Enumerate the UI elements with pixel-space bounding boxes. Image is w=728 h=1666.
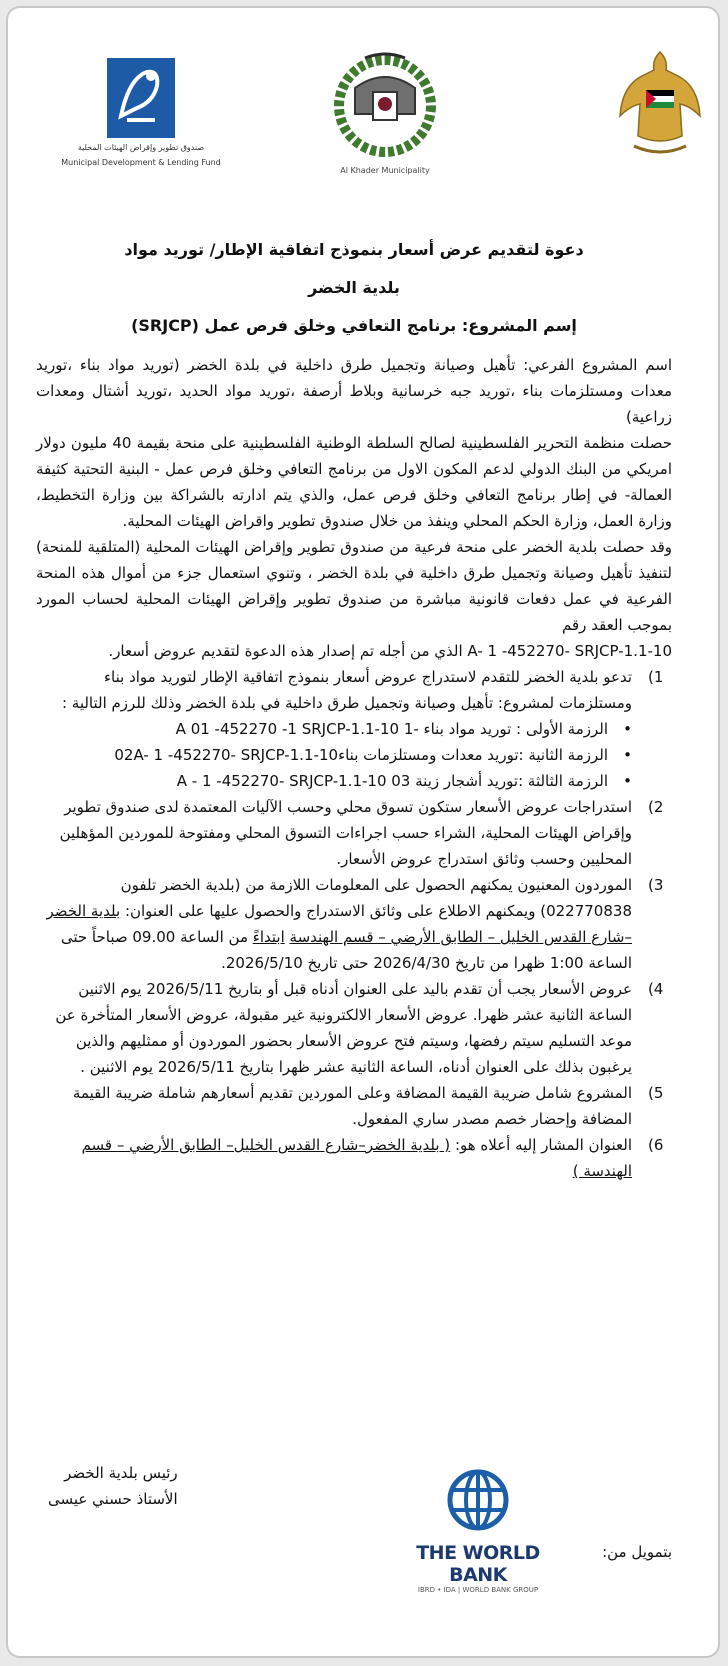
- list-item-2: [36, 794, 672, 872]
- list-item-tail: من الساعة 09.00 صباحاً حتى الساعة 1:00 ظهرا من تاريخ 2026/4/30 حتى تاريخ 2026/5/10.: [60, 928, 632, 972]
- list-item-4: [36, 976, 672, 1080]
- world-bank-logo: [398, 1468, 558, 1594]
- list-item-3: [36, 872, 672, 976]
- list-item-text: العنوان المشار إليه أعلاه هو:: [454, 1136, 632, 1154]
- municipality-name: بلدية الخضر: [308, 278, 400, 297]
- signatory-name: الأستاذ حسني عيسى: [48, 1490, 178, 1508]
- office-address: بلدية الخضر –شارع القدس الخليل – الطابق الأرضي – قسم الهندسة: [46, 902, 632, 946]
- mdlf-logo: [36, 58, 246, 168]
- world-bank-group: IBRD • IDA | WORLD BANK GROUP: [417, 1586, 539, 1594]
- list-number: 6): [648, 1136, 664, 1154]
- list-number: 2): [648, 798, 664, 816]
- project-name: إسم المشروع: برنامج التعافي وخلق فرص عمل (SRJCP): [131, 316, 577, 335]
- list-item-text: تدعو بلدية الخضر للتقدم لاستدراج عروض أسعار بنموذج اتفاقية الإطار لتوريد مواد بناء ومستلزمات لمشروع: تأهيل وصيانة وتجميل طرق داخلية في بلدة الخضر وذلك للرزم التالية :: [61, 668, 632, 712]
- globe-icon: [446, 1468, 510, 1532]
- mdlf-caption-en: Municipal Development & Lending Fund: [61, 158, 221, 167]
- list-item-text: الموردون المعنيون يمكنهم الحصول على المعلومات اللازمة من (بلدية الخضر تلفون 022770838) ويمكنهم الاطلاع على وثائق الاستدراج والحصول عليها على العنوان:: [120, 876, 632, 920]
- announcement-title: دعوة لتقديم عرض أسعار بنموذج اتفاقية الإطار/ توريد مواد: [124, 240, 584, 259]
- municipality-logo: [320, 48, 450, 175]
- logos-row: [8, 38, 718, 188]
- intro-paragraph-1: اسم المشروع الفرعي: تأهيل وصيانة وتجميل طرق داخلية في بلدة الخضر (توريد مواد بناء ،توريد معدات ومستلزمات بناء ،توريد جبه خرسانية وبلاط أرصفة ،توريد مواد الحديد ،توريد أشتال ومعدات زراعية): [36, 356, 672, 426]
- document-body: [36, 238, 672, 1184]
- list-number: 3): [648, 876, 664, 894]
- package-list: [36, 716, 632, 794]
- palestine-emblem: [612, 46, 708, 170]
- intro-paragraph-2: حصلت منظمة التحرير الفلسطينية لصالح السلطة الوطنية الفلسطينية على منحة بقيمة 40 مليون دولار امريكي من البنك الدولي لدعم المكون الاول من برنامج التعافي وخلق فرص عمل - البنية التحتية كثيفة العمالة- في إطار برنامج التعافي وخلق فرص عمل، والذي يتم ادارته بالشراكة بين وزارة التخطيط، وزارة العمل، وزارة الحكم المحلي وينفذ من خلال صندوق تطوير واقراض الهيئات المحلية.: [36, 434, 672, 530]
- funding-label: بتمويل من:: [602, 1543, 672, 1561]
- intro-paragraph-3: وقد حصلت بلدية الخضر على منحة فرعية من صندوق تطوير وإقراض الهيئات المحلية (المتلقية للمنحة) لتنفيذ تأهيل وصيانة وتجميل طرق داخلية في بلدة الخضر ، وتنوي استعمال جزء من أموال هذه المنحة الفرعية في عمل دفعات قانونية مباشرة من صندوق تطوير وإقراض الهيئات المحلية لحساب المورد بموجب العقد رقم: [36, 538, 672, 634]
- list-number: 5): [648, 1084, 664, 1102]
- list-item-1: [36, 664, 672, 794]
- list-number: 4): [648, 980, 664, 998]
- intro-paragraph-4: A- 1 -452270- SRJCP-1.1-10 الذي من أجله تم إصدار هذه الدعوة لتقديم عروض أسعار.: [108, 642, 672, 660]
- signatory-role: رئيس بلدية الخضر: [64, 1464, 178, 1482]
- signature-block: [48, 1460, 178, 1512]
- list-item-6: [36, 1132, 672, 1184]
- numbered-list: [36, 664, 672, 1184]
- package-item-3: • الرزمة الثالثة :توريد أشجار زينة 03 A - 1 -452270- SRJCP-1.1-10: [36, 768, 632, 794]
- package-item-2: • الرزمة الثانية :توريد معدات ومستلزمات بناء02A- 1 -452270- SRJCP-1.1-10: [36, 742, 632, 768]
- mdlf-caption-ar: صندوق تطوير وإقراض الهيئات المحلية: [77, 143, 205, 152]
- list-item-text: المشروع شامل ضريبة القيمة المضافة وعلى الموردين تقديم أسعارهم شاملة ضريبة القيمة المضافة وإحضار خصم مصدر ساري المفعول.: [72, 1084, 632, 1128]
- municipality-caption: Al Khader Municipality: [340, 166, 430, 175]
- announcement-card: [6, 6, 720, 1658]
- eagle-emblem-icon: [612, 46, 708, 166]
- submission-address: ( بلدية الخضر–شارع القدس الخليل– الطابق الأرضي – قسم الهندسة ): [81, 1136, 632, 1180]
- list-item-5: [36, 1080, 672, 1132]
- package-item-1: • الرزمة الأولى : توريد مواد بناء -1 A 01 -452270 -1 SRJCP-1.1-10: [36, 716, 632, 742]
- municipality-seal-icon: [325, 48, 445, 160]
- start-word: ابتداءً: [252, 928, 285, 946]
- mdlf-emblem-icon: [107, 58, 175, 138]
- list-number: 1): [648, 668, 664, 686]
- list-item-text: استدراجات عروض الأسعار ستكون تسوق محلي وحسب الآليات المعتمدة لدى صندوق تطوير وإقراض الهيئات المحلية، الشراء حسب اجراءات التسوق المحلي ومفتوحة للموردين المؤهلين المحليين وحسب وثائق استدراج عروض الأسعار.: [59, 798, 632, 868]
- world-bank-name: THE WORLD BANK: [416, 1542, 540, 1586]
- list-item-text: عروض الأسعار يجب أن تقدم باليد على العنوان أدناه قبل أو بتاريخ 2026/5/11 يوم الاثنين الساعة الثانية عشر ظهرا. عروض الأسعار الالكترونية غير مقبولة، عروض الأسعار المتأخرة عن موعد التسليم سيتم رفضها، وسيتم فتح عروض الأسعار بحضور الموردون أو ممثليهم والذين يرغبون بذلك على العنوان أدناه، الساعة الثانية عشر ظهرا بتاريخ 2026/5/11 يوم الاثنين .: [55, 980, 632, 1076]
